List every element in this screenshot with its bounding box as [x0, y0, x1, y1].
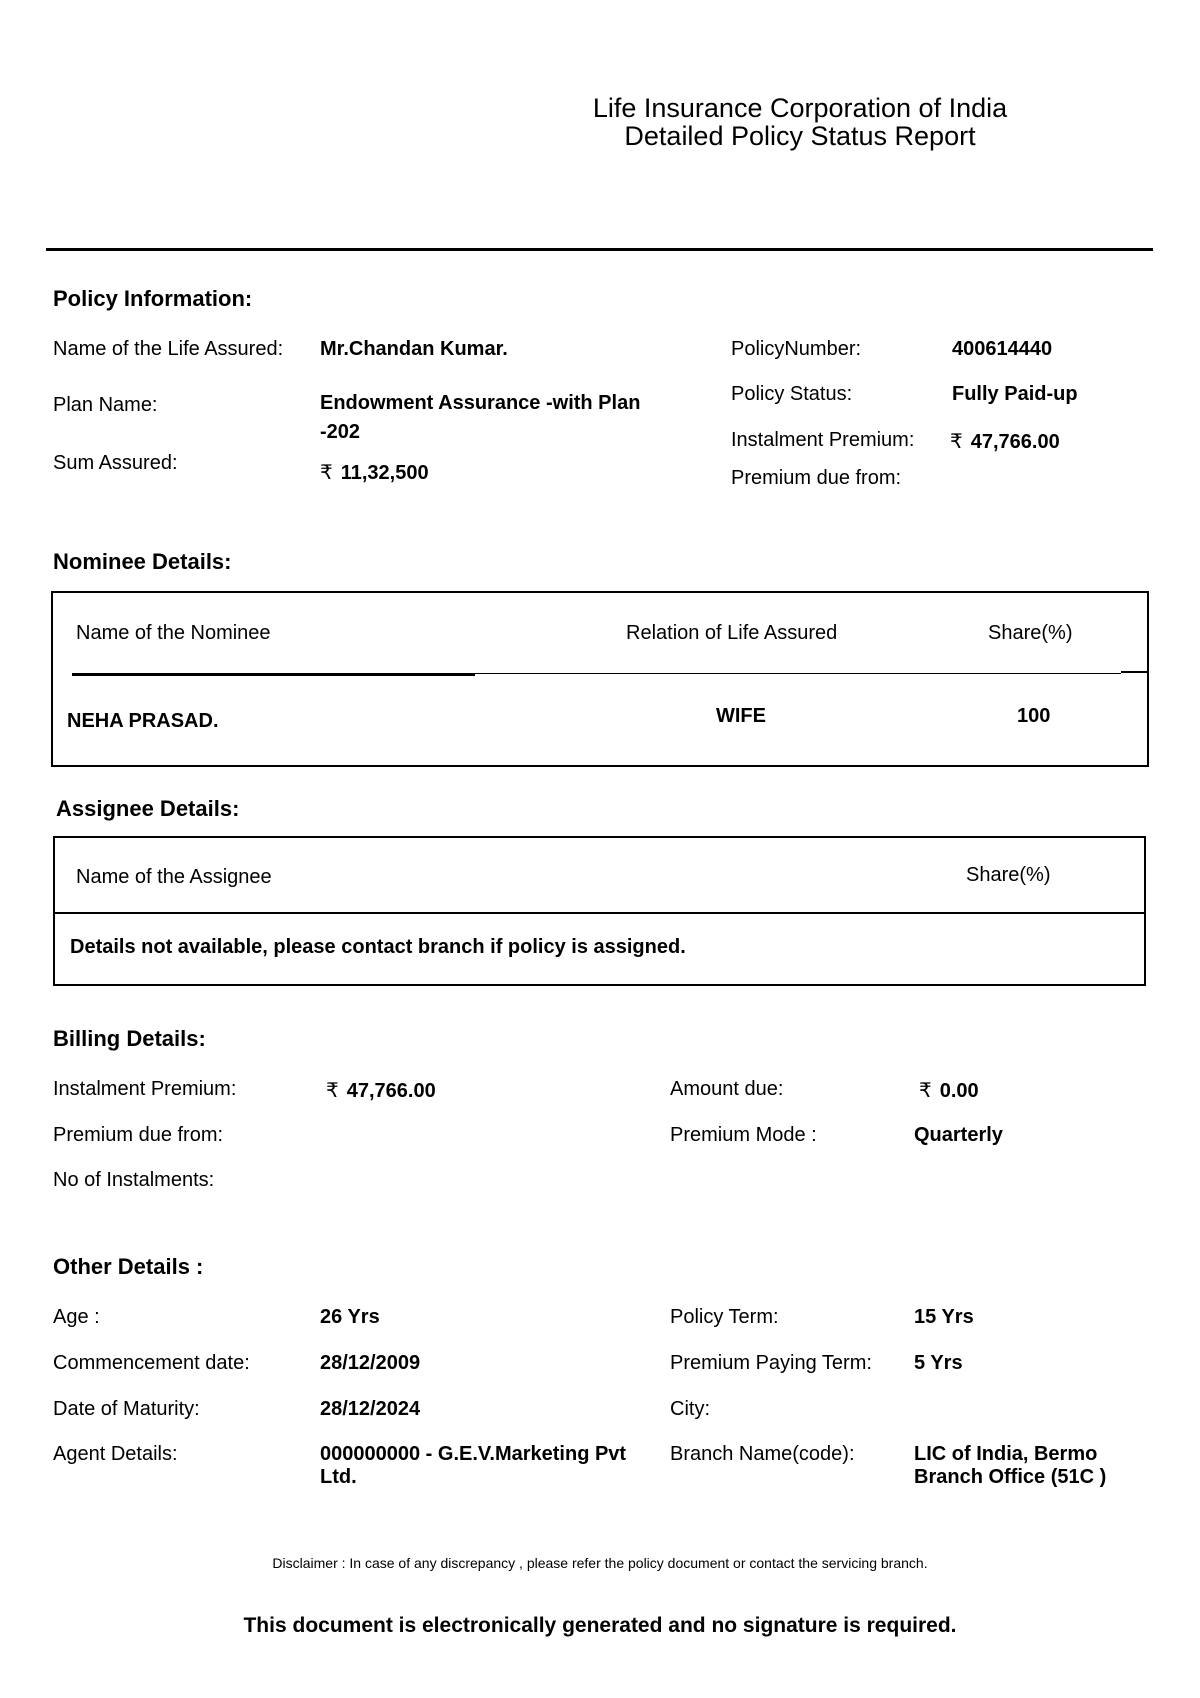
nominee-header-underline	[72, 673, 475, 676]
amount-due-label: Amount due:	[670, 1078, 784, 1100]
report-title: Detailed Policy Status Report	[624, 121, 976, 151]
paying-term-value: 5 Yrs	[914, 1352, 963, 1374]
commencement-value: 28/12/2009	[320, 1352, 421, 1374]
disclaimer: Disclaimer : In case of any discrepancy , please refer the policy document or contact the servicing branch.	[272, 1555, 928, 1571]
assignee-table	[53, 836, 1146, 986]
nominee-table	[51, 591, 1149, 767]
policy-term-value: 15 Yrs	[914, 1306, 974, 1328]
nominee-name: NEHA PRASAD.	[67, 710, 219, 732]
nominee-col-share: Share(%)	[988, 622, 1073, 644]
nominee-header-underline-end	[1121, 671, 1147, 673]
city-label: City:	[670, 1398, 710, 1420]
nominee-heading: Nominee Details:	[53, 549, 232, 574]
billing-instalment-amount: 47,766.00	[346, 1080, 436, 1102]
rupee-icon: ₹	[919, 1080, 932, 1102]
billing-instalment-value	[326, 1078, 436, 1103]
paying-term-label: Premium Paying Term:	[670, 1352, 872, 1374]
policy-status-label: Policy Status:	[731, 383, 853, 405]
assignee-header-divider	[53, 912, 1146, 914]
policy-number-value: 400614440	[952, 338, 1053, 360]
rupee-icon: ₹	[950, 431, 963, 453]
instalment-premium-amount: 47,766.00	[970, 431, 1060, 453]
billing-heading: Billing Details:	[53, 1026, 206, 1051]
policy-term-label: Policy Term:	[670, 1306, 779, 1328]
life-assured-label: Name of the Life Assured:	[53, 338, 284, 360]
report-org-title: Life Insurance Corporation of India	[592, 93, 1008, 123]
rupee-icon: ₹	[320, 462, 333, 484]
sum-assured-value	[320, 460, 429, 485]
amount-due-value	[919, 1078, 979, 1103]
billing-instalments-count-label: No of Instalments:	[53, 1169, 215, 1191]
nominee-col-name: Name of the Nominee	[76, 622, 271, 644]
agent-label: Agent Details:	[53, 1443, 178, 1465]
assignee-heading: Assignee Details:	[56, 796, 240, 821]
instalment-premium-label: Instalment Premium:	[731, 429, 915, 451]
nominee-relation: WIFE	[716, 705, 766, 727]
assignee-col-share: Share(%)	[966, 864, 1051, 886]
premium-mode-label: Premium Mode :	[670, 1124, 817, 1146]
instalment-premium-value	[950, 429, 1060, 454]
header-divider	[46, 248, 1153, 251]
plan-name-value: Endowment Assurance -with Plan -202	[320, 392, 641, 443]
policy-info-heading: Policy Information:	[53, 286, 253, 311]
agent-value: 000000000 - G.E.V.Marketing Pvt Ltd.	[320, 1443, 627, 1488]
nominee-col-relation: Relation of Life Assured	[626, 622, 838, 644]
premium-due-label: Premium due from:	[731, 467, 902, 489]
other-details-heading: Other Details :	[53, 1254, 204, 1279]
policy-number-label: PolicyNumber:	[731, 338, 862, 360]
commencement-label: Commencement date:	[53, 1352, 250, 1374]
premium-mode-value: Quarterly	[914, 1124, 1003, 1146]
age-value: 26 Yrs	[320, 1306, 380, 1328]
maturity-label: Date of Maturity:	[53, 1398, 200, 1420]
policy-status-value: Fully Paid-up	[952, 383, 1078, 405]
amount-due-amount: 0.00	[939, 1080, 979, 1102]
maturity-value: 28/12/2024	[320, 1398, 421, 1420]
life-assured-value: Mr.Chandan Kumar.	[320, 338, 508, 360]
assignee-col-name: Name of the Assignee	[76, 866, 272, 888]
plan-name-label: Plan Name:	[53, 394, 158, 416]
branch-value: LIC of India, Bermo Branch Office (51C )	[914, 1443, 1107, 1488]
assignee-message: Details not available, please contact branch if policy is assigned.	[70, 936, 686, 958]
sum-assured-amount: 11,32,500	[340, 462, 429, 484]
billing-due-label: Premium due from:	[53, 1124, 224, 1146]
nominee-share: 100	[1017, 705, 1051, 727]
branch-label: Branch Name(code):	[670, 1443, 855, 1465]
electronic-note: This document is electronically generated and no signature is required.	[243, 1614, 957, 1637]
billing-instalment-label: Instalment Premium:	[53, 1078, 237, 1100]
age-label: Age :	[53, 1306, 100, 1328]
nominee-header-divider	[475, 673, 1121, 674]
sum-assured-label: Sum Assured:	[53, 452, 178, 474]
rupee-icon: ₹	[326, 1080, 339, 1102]
